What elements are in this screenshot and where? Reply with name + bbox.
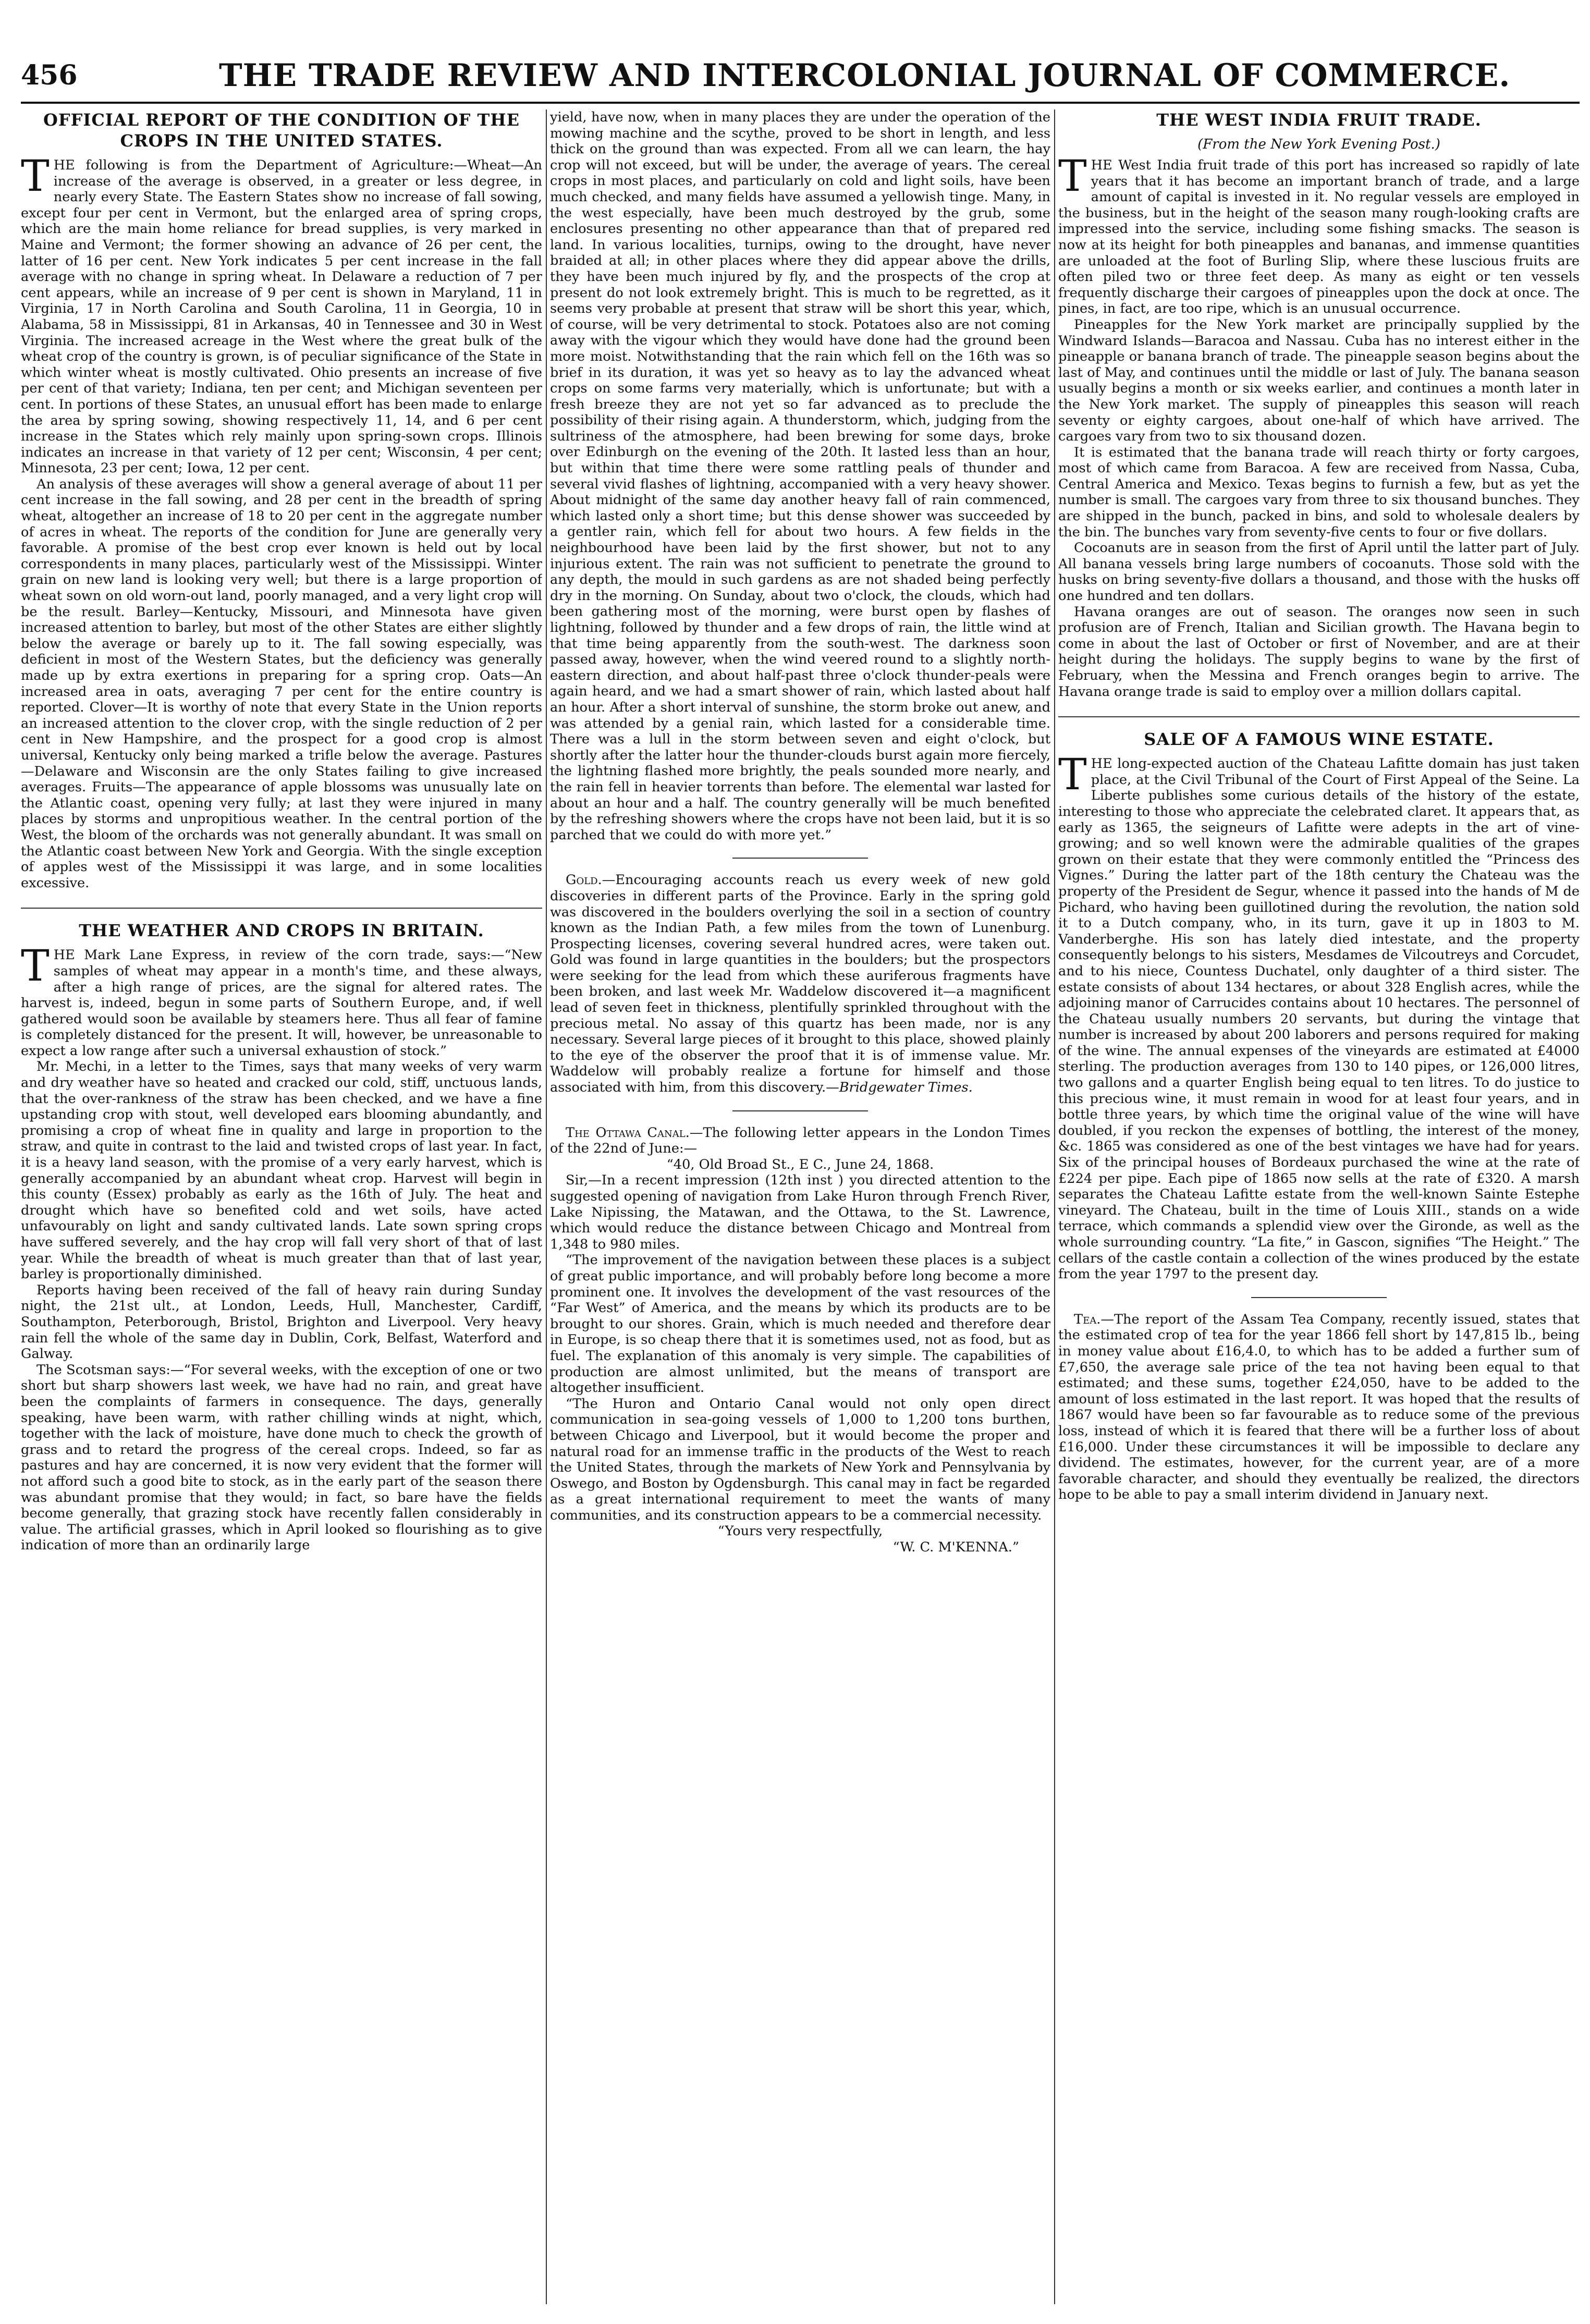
drop-cap: T	[21, 152, 50, 201]
section-rule	[732, 858, 868, 859]
letter-paragraph: Sir,—In a recent impression (12th inst ) you directed attention to the suggested opening of navigation from Lake Huron through French River, Lake Nipissing, the Matawan, and the Ottawa, to the St. Lawrence, which would reduce the distance between Chicago and Montreal from 1,348 to 980 miles.	[550, 1172, 1050, 1252]
article-paragraph: Cocoanuts are in season from the first of April until the latter part of July. All banana vessels bring large numbers of cocoanuts. Those sold with the husks on bring seventy-five dollars a thousand, and those with the husks off one hundred and ten dollars.	[1058, 540, 1580, 604]
article-paragraph: An analysis of these averages will show a general average of about 11 per cent increase in the fall sowing, and 28 per cent in the breadth of spring wheat, altogether an increase of 18 to 20 per cent in the aggregate number of acres in wheat. The reports of the condition for June are generally very favorable. A promise of the best crop ever known is held out by local correspondents in many places, particularly west of the Mississippi. Winter grain on new land is looking very well; but there is a large proportion of wheat sown on old worn-out land, poorly managed, and a very light crop will be the result. Barley—Kentucky, Missouri, and Minnesota have given increased attention to barley, but most of the other States are either slightly below the average or barely up to it. The fall sowing especially, was deficient in most of the Western States, but the deficiency was generally made up by extra exertions in preparing for a spring crop. Oats—An increased area in oats, averaging 7 per cent for the entire country is reported. Clover—It is worthy of note that every State in the Union reports an increased attention to the clover crop, with the single reduction of 2 per cent in New Hampshire, and the prospect for a good crop is almost universal, Kentucky only being marked a trifle below the average. Pastures—Delaware and Wisconsin are the only States failing to give increased averages. Fruits—The appearance of apple blossoms was unusually late on the Atlantic coast, opening very fully; at last they were injured in many places by storms and unpropitious weather. In the central portion of the West, the bloom of the orchards was not generally abundant. It was small on the Atlantic coast between New York and Georgia. With the single exception of apples west of the Mississippi it was large, and in some localities excessive.	[21, 476, 542, 891]
column-rule-2	[1054, 109, 1055, 2304]
article-paragraph: Mr. Mechi, in a letter to the Times, says that many weeks of very warm and dry weather have so heated and cracked our cold, stiff, unctuous lands, that the over-rankness of the straw has been checked, and we have a fine upstanding crop with stout, well developed ears blooming abundantly, and promising a crop of wheat fine in quality and large in proportion to the straw, and quite in contrast to the laid and twisted crops of last year. In fact, it is a heavy land season, with the promise of a very early harvest, which is generally accompanied by an abundant wheat crop. Harvest will begin in this county (Essex) probably as early as the 16th of July. The heat and drought which have so benefited cold and wet soils, have acted unfavourably on light and sandy cultivated lands. Late sown spring crops have suffered severely, and the hay crop will fall very short of that of last year. While the breadth of wheat is much greater than that of last year, barley is proportionally diminished.	[21, 1059, 542, 1282]
article-paragraph: It is estimated that the banana trade will reach thirty or forty cargoes, most of which came from Baracoa. A few are received from Nassa, Cuba, Central America and Mexico. Texas begins to furnish a few, but as yet the number is small. The cargoes vary from three to six thousand bunches. They are shipped in the bunch, packed in bins, and sold to wholesale dealers by the bin. The bunches vary from seventy-five cents to four or five dollars.	[1058, 444, 1580, 540]
letter-closing: “Yours very respectfully,	[717, 1523, 883, 1539]
column-2	[550, 109, 1050, 2304]
section-rule	[21, 908, 542, 909]
article-title-wine-estate: SALE OF A FAMOUS WINE ESTATE.	[1144, 729, 1494, 750]
journal-title: THE TRADE REVIEW AND INTERCOLONIAL JOURNAL OF COMMERCE.	[219, 57, 1511, 94]
gold-paragraph: Gold.—Encouraging accounts reach us every week of new gold discoveries in different parts of the Province. Early in the spring gold was discovered in the boulders overlying the soil in a section of country known as the Indian Path, a few miles from the town of Lunenburg. Prospecting licenses, covering several hundred acres, were taken out. Gold was found in large quantities in the boulders; but the prospectors were seeking for the lead from which these auriferous fragments have been broken, and last week Mr. Waddelow discovered it—a magnificent lead of seven feet in thickness, plentifully sprinkled throughout with the precious metal. No assay of this quartz has been made, nor is any necessary. Several large pieces of it brought to this place, showed plainly to the eye of the observer the proof that it is of immense value. Mr. Waddelow will probably realize a fortune for himself and those associated with him, from this discovery.—Bridgewater Times.	[550, 872, 1050, 1096]
tea-paragraph: Tea.—The report of the Assam Tea Company, recently issued, states that the estimated crop of tea for the year 1866 fell short by 147,815 lb., being in money value about £16,4.0, to which has to be added a further sum of £7,650, the average sale price of the tea not having been equal to that estimated; and these sums, together £24,050, have to be added to the amount of loss estimated in the last report. It was hoped that the results of 1867 would have been so far favourable as to reduce some of the previous loss, instead of which it is feared that there will be a further loss of about £16,000. Under these circumstances it will be impossible to declare any dividend. The estimates, however, for the current year, are of a more favorable character, and should they eventually be realized, the directors hope to be able to pay a small interim dividend in January next.	[1058, 1311, 1580, 1503]
column-1	[21, 109, 542, 2304]
article-paragraph: Pineapples for the New York market are principally supplied by the Windward Islands—Baracoa and Nassau. Cuba has no interest either in the pineapple or banana branch of trade. The pineapple season begins about the last of May, and continues until the middle or last of July. The banana season usually begins a month or six weeks earlier, and continues a month later in the New York market. The supply of pineapples this season will reach seventy or eighty cargoes, about one-half of which have arrived. The cargoes vary from two to six thousand dozen.	[1058, 316, 1580, 445]
drop-cap: T	[1058, 152, 1087, 201]
article-paragraph-continued: yield, have now, when in many places they are under the operation of the mowing machine and the scythe, proved to be short in length, and less thick on the ground than was expected. From all we can learn, the hay crop will not exceed, but will be under, the average of years. The cereal crops in most places, and particularly on cold and light soils, have been much checked, and many fields have assumed a yellowish tinge. Many, in the west especially, have been much destroyed by the grub, some enclosures presenting no other appearance than that of prepared red land. In various localities, turnips, owing to the drought, have never braided at all; in other places where they did appear above the drills, they have been much injured by fly, and the prospects of the crop at present do not look extremely bright. This is much to be regretted, as it seems very probable at present that straw will be short this year, which, of course, will be very detrimental to stock. Potatoes also are not coming away with the vigour which they would have done had the ground been more moist. Notwithstanding that the rain which fell on the 16th was so brief in its duration, it was yet so heavy as to lay the advanced wheat crops on some farms very materially, which is unfortunate; but with a fresh breeze they are not yet so far advanced as to preclude the possibility of their rising again. A thunderstorm, which, judging from the sultriness of the atmosphere, had been brewing for some days, broke over Edinburgh on the evening of the 20th. It lasted less than an hour, but within that time there were some rattling peals of thunder and several vivid flashes of lightning, accompanied with a very heavy shower. About midnight of the same day another heavy fall of rain commenced, which lasted only a short time; but this dense shower was succeeded by a gentler rain, which fell for about two hours. A few fields in the neighbourhood have been laid by the first shower, but not to any injurious extent. The rain was not sufficient to penetrate the ground to any depth, the mould in such gardens as are not shaded being perfectly dry in the morning. On Sunday, about two o'clock, the clouds, which had been gathering most of the morning, were burst open by flashes of lightning, followed by thunder and a few drops of rain, the little wind at that time being apparently from the south-west. The darkness soon passed away, however, when the wind veered round to a slightly north-eastern direction, and about half-past three o'clock thunder-peals were again heard, and we had a smart shower of rain, which lasted about half an hour. After a short interval of sunshine, the storm broke out anew, and was attended by a genial rain, which lasted for a considerable time. There was a lull in the storm between seven and eight o'clock, but shortly after the latter hour the thunder-clouds burst again more fiercely, the lightning flashed more brightly, the peals sounded more nearly, and the rain fell in heavier torrents than before. The elemental war lasted for about an hour and a half. The country generally will be much benefited by the refreshing showers where the crops have not been laid, but it is so parched that we could do with more yet.”	[550, 109, 1050, 843]
article-title-fruit-trade: THE WEST INDIA FRUIT TRADE.	[1156, 110, 1482, 130]
letter-paragraph: “The improvement of the navigation between these places is a subject of great public importance, and will probably before long become a more prominent one. It involves the development of the vast resources of the “Far West” of America, and the means by which its products are to be brought to our shores. Grain, which is much needed and therefore dear in Europe, is so cheap there that it is sometimes used, not as food, but as fuel. The explanation of this anomaly is very simple. The capabilities of production are almost unlimited, but the means of transport are altogether insufficient.	[550, 1252, 1050, 1396]
article-subtitle: (From the New York Evening Post.)	[1197, 137, 1440, 152]
article-paragraph: THE West India fruit trade of this port has increased so rapidly of late years that it has become an important branch of trade, and a large amount of capital is invested in it. No regular vessels are employed in the business, but in the height of the season many rough-looking crafts are impressed into the service, including some fishing smacks. The season is now at its height for both pineapples and bananas, and immense quantities are unloaded at the foot of Burling Slip, where these luscious fruits are often piled two or three feet deep. As many as eight or ten vessels frequently discharge their cargoes of pineapples upon the dock at once. The pines, in fact, are too ripe, which is an unusual occurrence.	[1058, 152, 1580, 317]
section-rule	[732, 1110, 868, 1111]
article-paragraph: Reports having been received of the fall of heavy rain during Sunday night, the 21st ult., at London, Leeds, Hull, Manchester, Cardiff, Southampton, Peterborough, Bristol, Brighton and Liverpool. Very heavy rain fell the whole of the same day in Dublin, Cork, Belfast, Waterford and Galway.	[21, 1282, 542, 1362]
column-3	[1058, 109, 1580, 2304]
article-title-weather-britain: THE WEATHER AND CROPS IN BRITAIN.	[79, 921, 484, 941]
article-title-crops-us: OFFICIAL REPORT OF THE CONDITION OF THE CROPS IN THE UNITED STATES.	[43, 110, 520, 151]
article-paragraph: THE long-expected auction of the Chateau Lafitte domain has just taken place, at the Civil Tribunal of the Court of First Appeal of the Seine. La Liberte publishes some curious details of the history of the estate, interesting to those who appreciate the celebrated claret. It appears that, as early as 1365, the seigneurs of Lafitte were adepts in the art of vine-growing; and so well known were the admirable qualities of the grapes grown on their estate that they were commonly entitled the “Princess des Vignes.” During the latter part of the 18th century the Chateau was the property of the President de Segur, whence it passed into the hands of M de Pichard, who having been guillotined during the revolution, the nation sold it to a Dutch company, who, in its turn, gave it up in 1803 to M. Vanderberghe. His son has lately died intestate, and the property consequently belongs to his sisters, Mesdames de Vilcoutreys and Corcudet, and to his niece, Countess Duchatel, only daughter of a third sister. The estate consists of about 134 hectares, or about 328 English acres, while the adjoining manor of Carrucides contains about 10 hectares. The personnel of the Chateau usually numbers 20 servants, but during the vintage that number is increased by about 200 laborers and persons required for making of the wine. The annual expenses of the vineyards are estimated at £4000 sterling. The production averages from 130 to 140 pipes, or 126,000 litres, two gallons and a quarter English being equal to ten litres. To do justice to this precious wine, it must remain in wood for at least four years, and in bottle three years, by which time the original value of the wine will have doubled, if you reckon the expenses of bottling, the interest of the money, &c. 1865 was considered as one of the best vintages we have had for years. Six of the principal houses of Bordeaux purchased the wine at the rate of £224 per pipe. Each pipe of 1865 now sells at the rate of £320. A marsh separates the Chateau Lafitte estate from the well-known Sainte Estephe vineyard. The Chateau, built in the time of Louis XIII., stands on a wide terrace, which commands a splendid view over the Gironde, as well as the whole surrounding country. “La fite,” in Gascon, signifies “The Height.” The cellars of the castle contain a collection of the wines produced by the estate from the year 1797 to the present day.	[1058, 750, 1580, 1282]
running-header	[21, 52, 1580, 99]
ottawa-intro: The Ottawa Canal.—The following letter appears in the London Times of the 22nd of June:—	[550, 1124, 1050, 1157]
article-paragraph: The Scotsman says:—“For several weeks, with the exception of one or two short but sharp showers last week, we have had no rain, and great have been the complaints of farmers in consequence. The days, generally speaking, have been warm, with rather chilling winds at night, which, together with the lack of moisture, have done much to check the growth of grass and to retard the progress of the cereal crops. Indeed, so far as pastures and hay are concerned, it is now very evident that the former will not afford such a good bite to stock, as in the early part of the season there was abundant promise that they would; in fact, so bare have the fields become generally, that grazing stock have recently fallen considerably in value. The artificial grasses, which in April looked so flourishing as to give indication of more than an ordinarily large	[21, 1362, 542, 1554]
letter-address: “40, Old Broad St., E C., June 24, 1868.	[666, 1156, 934, 1172]
article-paragraph: THE following is from the Department of Agriculture:—Wheat—An increase of the average is observed, in a greater or less degree, in nearly every State. The Eastern States show no increase of fall sowing, except four per cent in Vermont, but the enlarged area of spring crops, which are the main home reliance for bread supplies, is very marked in Maine and Vermont; the former showing an advance of 26 per cent, the latter of 16 per cent. New York indicates 5 per cent increase in the fall average with no change in spring wheat. In Delaware a reduction of 7 per cent appears, while an increase of 9 per cent is shown in Maryland, 11 in Virginia, 17 in North Carolina and South Carolina, 11 in Georgia, 10 in Alabama, 58 in Mississippi, 81 in Arkansas, 40 in Tennessee and 30 in West Virginia. The increased acreage in the West where the great bulk of the wheat crop of the country is grown, is of peculiar significance of the State in which winter wheat is mostly cultivated. Ohio presents an increase of five per cent of that variety; Indiana, ten per cent; and Michigan seventeen per cent. In portions of these States, an unusual effort has been made to enlarge the area by spring sowing, showing respectively 11, 14, and 6 per cent increase in the States which rely mainly upon spring-sown crops. Illinois indicates an increase in that variety of 12 per cent; Wisconsin, 4 per cent; Minnesota, 23 per cent; Iowa, 12 per cent.	[21, 152, 542, 476]
header-rule	[21, 102, 1580, 104]
article-paragraph: Havana oranges are out of season. The oranges now seen in such profusion are of French, Italian and Sicilian growth. The Havana begin to come in about the last of October or first of November, and are at their height during the holidays. The supply begins to wane by the first of February, when the Messina and French oranges begin to arrive. The Havana orange trade is said to employ over a million dollars capital.	[1058, 604, 1580, 700]
drop-cap: T	[1058, 750, 1087, 800]
section-rule	[1058, 716, 1580, 717]
drop-cap: T	[21, 941, 50, 992]
article-paragraph: THE Mark Lane Express, in review of the corn trade, says:—“New samples of wheat may appear in a month's time, and these always, after a high range of prices, are the signal for altered rates. The harvest is, indeed, begun in some parts of Southern Europe, and, if well gathered would soon be available by steamers here. Thus all fear of famine is completely distanced for the present. It will, however, be unreasonable to expect a low range after such a universal exhaustion of stock.”	[21, 941, 542, 1059]
gold-lead: Gold.	[566, 872, 602, 888]
ottawa-lead: The Ottawa Canal.	[566, 1124, 690, 1141]
column-rule-1	[546, 109, 547, 2304]
gold-source: Bridgewater Times.	[839, 1080, 973, 1096]
page-number: 456	[21, 59, 78, 91]
letter-signature: “W. C. M'KENNA.”	[892, 1539, 1019, 1556]
section-rule	[1251, 1297, 1387, 1298]
tea-lead: Tea.	[1074, 1311, 1101, 1327]
letter-paragraph: “The Huron and Ontario Canal would not only open direct communication in sea-going vessels of 1,000 to 1,200 tons burthen, between Chicago and Liverpool, but it would become the proper and natural road for an immense traffic in the products of the West to reach the United States, through the markets of New York and Pennsylvania by Oswego, and Boston by Ogdensburgh. This canal may in fact be regarded as a great international requirement to meet the wants of many communities, and its construction appears to be a commercial necessity.	[550, 1396, 1050, 1523]
